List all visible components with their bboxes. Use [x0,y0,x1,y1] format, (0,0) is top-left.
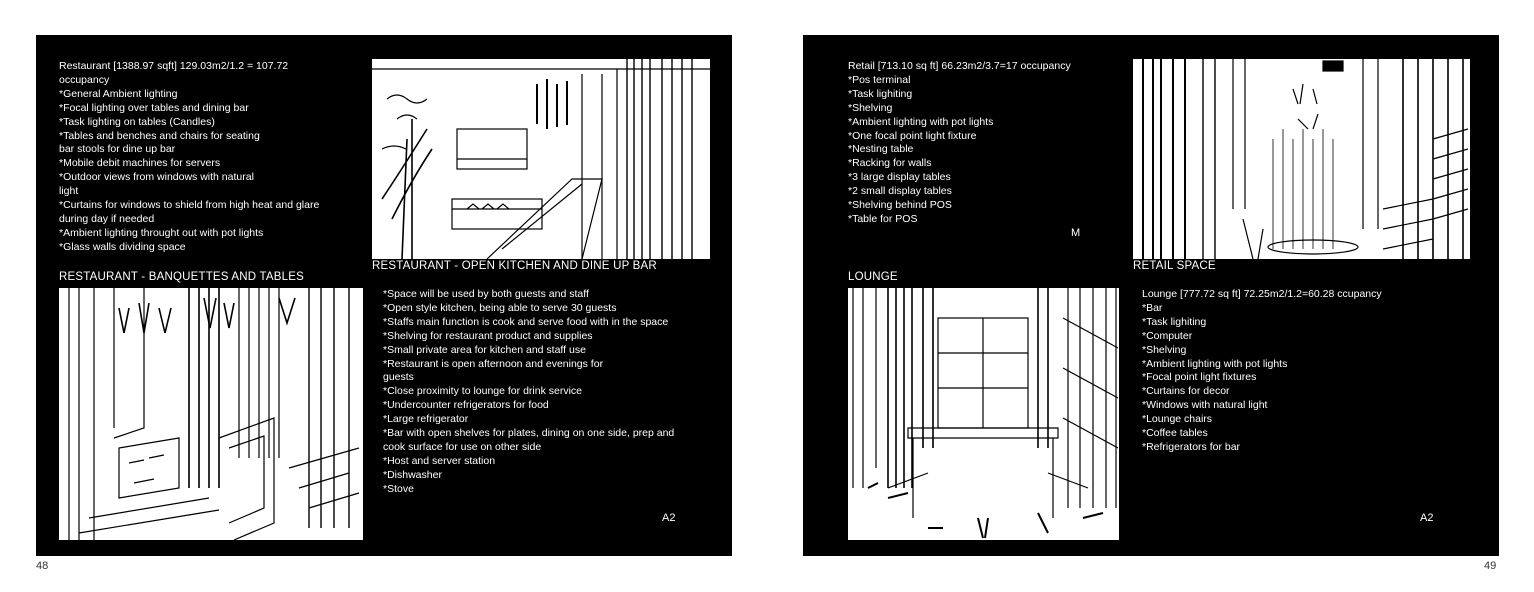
page-number-left: 48 [36,560,49,572]
restaurant-intro-text: Restaurant [1388.97 sqft] 129.03m2/1.2 = 107.72 occupancy *General Ambient lighting *Focal lighting over tables and dining bar *Task lighting on tables (Candles) *Tables and benches and chairs for seating bar stools for dine up bar *Mobile debit machines for servers *Outdoor views from windows with natural light *Curtains for windows to shield from high heat and glare during day if needed *Ambient lighting throught out with pot lights *Glass walls dividing space [59,60,320,253]
open-kitchen-heading: RESTAURANT - OPEN KITCHEN AND DINE UP BAR [372,260,657,272]
banquettes-heading: RESTAURANT - BANQUETTES AND TABLES [59,271,304,283]
retail-text: Retail [713.10 sq ft] 66.23m2/3.7=17 occupancy *Pos terminal *Task lighiting *Shelving *Ambient lighting with pot lights *One focal point light fixture *Nesting table *Racking for walls *3 large display tables *2 small display tables *Shelving behind POS *Table for POS [848,60,1071,225]
open-kitchen-sketch [372,59,710,259]
lounge-heading: LOUNGE [848,271,898,283]
retail-space-heading: RETAIL SPACE [1133,260,1216,272]
retail-space-sketch [1133,59,1470,259]
sheet-code-right: A2 [1420,512,1434,524]
lounge-text: Lounge [777.72 sq ft] 72.25m2/1.2=60.28 ccupancy *Bar *Task lighiting *Computer *Shelving *Ambient lighting with pot lights *Focal point light fixtures *Curtains for decor *Windows with natural light *Lounge chairs *Coffee tables *Refrigerators for bar [1142,288,1382,453]
left-page [36,35,732,556]
marker-m: M [1071,227,1081,239]
open-kitchen-text: *Space will be used by both guests and staff *Open style kitchen, being able to serve 30 guests *Staffs main function is cook and serve food with in the space *Shelving for restaurant product and supplies *Small private area for kitchen and staff use *Restaurant is open afternoon and evenings for guests *Close proximity to lounge for drink service *Undercounter refrigerators for food *Large refrigerator *Bar with open shelves for plates, dining on one side, prep and cook surface for use on other side *Host and server station *Dishwasher *Stove [383,288,675,495]
banquettes-sketch [59,288,363,540]
right-page [803,35,1499,556]
page-number-right: 49 [1484,560,1497,572]
lounge-sketch [848,288,1119,540]
sheet-code: A2 [662,512,676,524]
